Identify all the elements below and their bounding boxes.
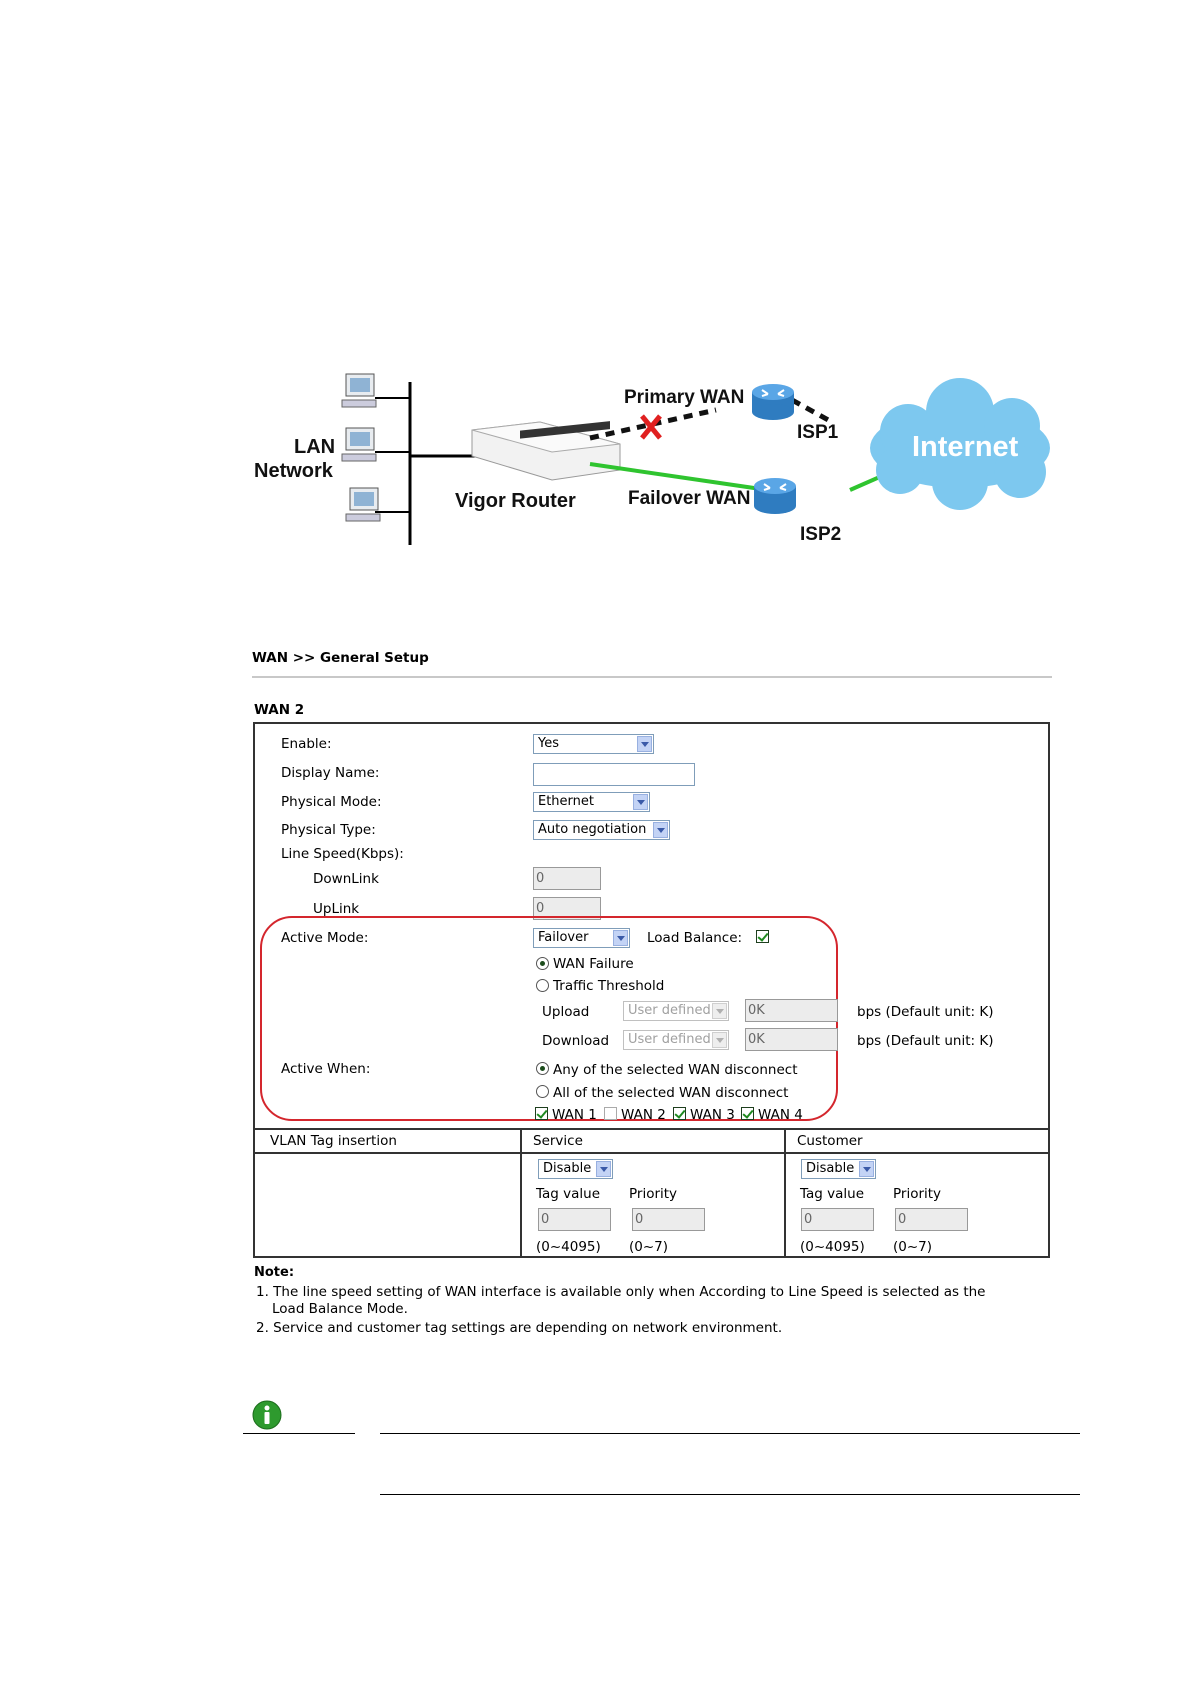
info-icon [252,1400,282,1430]
vlan-col-divider-1 [520,1128,522,1258]
lan-label-line1: LAN [294,436,336,458]
enable-select-value: Yes [538,736,559,751]
wan1-checkbox[interactable] [535,1107,548,1120]
physical-mode-select[interactable] [533,792,650,812]
breadcrumb: WAN >> General Setup [252,650,429,666]
pc-icon [346,488,380,521]
service-priority-label: Priority [629,1186,678,1202]
isp1-label: ISP1 [797,422,839,443]
any-wan-disconnect-radio[interactable] [536,1062,549,1075]
service-tag-value-input[interactable]: 0 [538,1208,611,1231]
customer-priority-range: (0~7) [893,1239,933,1255]
note-title: Note: [254,1265,295,1280]
customer-tag-select[interactable] [801,1159,876,1179]
download-unit-select-value: User defined [628,1032,711,1047]
enable-select[interactable] [533,734,654,754]
physical-mode-select-value: Ethernet [538,794,594,809]
active-mode-select[interactable] [533,928,630,948]
primary-wan-label: Primary WAN [624,387,745,408]
vlan-table-top-border [253,1128,1050,1130]
wan4-label: WAN 4 [758,1107,803,1123]
wan3-label: WAN 3 [690,1107,735,1123]
display-name-label: Display Name: [281,765,380,781]
download-label: Download [542,1033,610,1049]
wan-failure-label: WAN Failure [553,956,634,972]
vlan-tag-insertion-header: VLAN Tag insertion [270,1133,397,1149]
wan2-label: WAN 2 [621,1107,666,1123]
customer-tag-select-value: Disable [806,1161,855,1176]
pc-icon [342,428,376,461]
active-when-label: Active When: [281,1061,371,1077]
wan3-checkbox[interactable] [673,1107,686,1120]
active-mode-label: Active Mode: [281,930,369,946]
enable-label: Enable: [281,736,332,752]
vlan-table-header-border [253,1152,1050,1154]
isp2-label: ISP2 [800,524,842,545]
physical-type-select-value: Auto negotiation [538,822,647,837]
service-tag-range: (0~4095) [536,1239,601,1255]
section-title: WAN 2 [254,702,305,718]
customer-priority-input[interactable]: 0 [895,1208,968,1231]
customer-priority-label: Priority [893,1186,942,1202]
uplink-input[interactable]: 0 [533,897,601,920]
chevron-down-icon [596,1161,611,1177]
uplink-label: UpLink [313,901,360,917]
download-unit-select[interactable] [623,1030,729,1050]
chevron-down-icon [712,1003,727,1019]
service-tag-value-label: Tag value [536,1186,601,1202]
lan-label-line2: Network [254,460,333,482]
display-name-input[interactable] [533,763,695,786]
chevron-down-icon [653,822,668,838]
note-1-line2: Load Balance Mode. [272,1301,408,1317]
downlink-label: DownLink [313,871,379,887]
download-input[interactable]: 0K [745,1028,838,1051]
any-wan-disconnect-label: Any of the selected WAN disconnect [553,1062,798,1078]
service-priority-input[interactable]: 0 [632,1208,705,1231]
vigor-router-label: Vigor Router [455,490,576,512]
service-priority-range: (0~7) [629,1239,669,1255]
service-tag-select-value: Disable [543,1161,592,1176]
isp2-router-icon [754,478,796,514]
customer-tag-range: (0~4095) [800,1239,865,1255]
wan-failure-radio[interactable] [536,957,549,970]
upload-unit-select-value: User defined [628,1003,711,1018]
upload-unit-select[interactable] [623,1001,729,1021]
customer-header: Customer [797,1133,863,1149]
chevron-down-icon [633,794,648,810]
pc-icon [342,374,376,407]
downlink-input[interactable]: 0 [533,867,601,890]
internet-label: Internet [912,431,1019,463]
upload-label: Upload [542,1004,590,1020]
wan4-checkbox[interactable] [741,1107,754,1120]
customer-tag-value-input[interactable]: 0 [801,1208,874,1231]
all-wan-disconnect-label: All of the selected WAN disconnect [553,1085,789,1101]
physical-type-label: Physical Type: [281,822,376,838]
all-wan-disconnect-radio[interactable] [536,1085,549,1098]
active-mode-select-value: Failover [538,930,589,945]
chevron-down-icon [859,1161,874,1177]
upload-bps-unit: bps (Default unit: K) [857,1004,994,1020]
traffic-threshold-radio[interactable] [536,979,549,992]
chevron-down-icon [712,1032,727,1048]
info-rule-long-top [380,1433,1080,1434]
wan2-checkbox[interactable] [604,1107,617,1120]
traffic-threshold-label: Traffic Threshold [553,978,665,994]
info-rule-long-bottom [380,1494,1080,1495]
vlan-col-divider-2 [784,1128,786,1258]
service-tag-select[interactable] [538,1159,613,1179]
upload-input[interactable]: 0K [745,999,838,1022]
vigor-router-icon [472,421,620,480]
info-rule-short [243,1433,355,1434]
physical-mode-label: Physical Mode: [281,794,382,810]
physical-type-select[interactable] [533,820,670,840]
load-balance-label: Load Balance: [647,930,743,946]
chevron-down-icon [613,930,628,946]
chevron-down-icon [637,736,652,752]
note-1-line1: 1. The line speed setting of WAN interface is available only when According to Line Speed is selected as the [256,1284,986,1300]
note-2: 2. Service and customer tag settings are depending on network environment. [256,1320,783,1336]
download-bps-unit: bps (Default unit: K) [857,1033,994,1049]
line-speed-label: Line Speed(Kbps): [281,846,404,862]
failover-wan-label: Failover WAN [628,488,751,509]
header-divider [252,676,1052,678]
wan1-label: WAN 1 [552,1107,597,1123]
load-balance-checkbox[interactable] [756,930,769,943]
service-header: Service [533,1133,583,1149]
isp1-router-icon [752,384,794,420]
customer-tag-value-label: Tag value [800,1186,865,1202]
